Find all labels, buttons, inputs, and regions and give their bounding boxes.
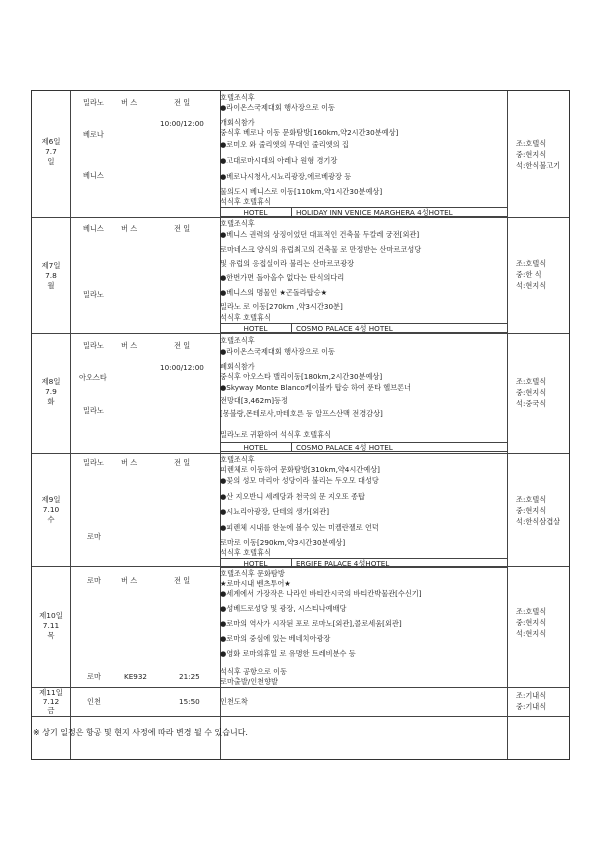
- activity: 호텔조식후: [220, 455, 255, 464]
- row-divider: [32, 687, 569, 688]
- meal: 조:호텔식: [516, 607, 547, 616]
- hotel-name: COSMO PALACE 4성 HOTEL: [296, 443, 393, 452]
- day-label: 제11일 7.12 금: [39, 688, 63, 715]
- activity: [몽블랑,몬테로사,마테호른 등 알프스산맥 전경감상]: [220, 409, 383, 418]
- row-divider: [32, 453, 569, 454]
- meal: 중:현지식: [516, 388, 547, 397]
- activity: 석식후 호텔휴식: [220, 197, 271, 206]
- activity: ●베니스 권력의 상징이었던 대표적인 건축물 두칼레 궁전[외관]: [220, 230, 420, 239]
- time: 전 일: [174, 341, 191, 350]
- activity: 밀라노로 귀환하여 석식후 호텔휴식: [220, 430, 332, 439]
- time: 전 일: [174, 576, 191, 585]
- activity: 호텔조식후: [220, 336, 255, 345]
- time: 10:00/12:00: [160, 119, 204, 128]
- meal: 중:현지식: [516, 506, 547, 515]
- activity: ●베니스의 명물인 ★곤돌라탑승★: [220, 288, 328, 297]
- activity: ●라이온스국제대회 행사장으로 이동: [220, 103, 335, 112]
- day-label: 제6일 7.7 일: [41, 137, 61, 166]
- hotel-box: [220, 207, 507, 217]
- hotel-name: COSMO PALACE 4성 HOTEL: [296, 324, 393, 333]
- activity: 중식후 베로나 이동 문화탐방[160km,약2시간30분예상]: [220, 128, 399, 137]
- meal: 중:현지식: [516, 150, 547, 159]
- activity: 로마네스크 양식의 유럽최고의 건축물 로 만정받는 산마르코성당: [220, 245, 422, 254]
- activity: ●베로나시청사,시뇨리광장,에르베광장 등: [220, 172, 352, 181]
- place: 밀라노: [83, 341, 104, 350]
- day-label: 제7일 7.8 월: [41, 261, 61, 290]
- hotel-box: [220, 442, 507, 452]
- hotel-label: HOTEL: [243, 208, 268, 217]
- place: 밀라노: [83, 98, 104, 107]
- activity: ●시뇨리아광장, 단테의 생가[외관]: [220, 507, 329, 516]
- place: 베니스: [83, 224, 104, 233]
- activity: ●영화 로마의휴일 로 유명한 트레비분수 등: [220, 649, 356, 658]
- hotel-name: HOLIDAY INN VENICE MARGHERA 4성HOTEL: [296, 208, 453, 217]
- activity: ●산 지오반니 세례당과 천국의 문 지오또 종탑: [220, 492, 365, 501]
- day-label: 제10일 7.11 목: [39, 611, 63, 640]
- activity: 호텔조식후 문화탐방: [220, 569, 285, 578]
- hotel-box: [220, 558, 507, 568]
- meal: 조:호텔식: [516, 495, 547, 504]
- arrive-time: 15:50: [179, 697, 200, 706]
- activity: ●성베드로성당 및 광장, 시스티나예배당: [220, 604, 347, 613]
- place: 로마: [87, 672, 101, 681]
- day-label: 제9일 7.10 수: [41, 495, 61, 524]
- activity: 피렌체로 이동하여 문화탐방[310km,약4시간예상]: [220, 465, 380, 474]
- flight-number: KE932: [124, 672, 147, 681]
- meal: 조:호텔식: [516, 139, 547, 148]
- activity: 석식후 호텔휴식: [220, 313, 271, 322]
- activity: 개회식참가: [220, 118, 255, 127]
- hotel-box: [220, 323, 507, 333]
- meal: 석:현지식: [516, 281, 547, 290]
- row-divider: [32, 217, 569, 218]
- place: 로마: [87, 576, 101, 585]
- meal: 중:기내식: [516, 702, 547, 711]
- activity: 호텔조식후: [220, 93, 255, 102]
- time: 전 일: [174, 98, 191, 107]
- meal: 조:기내식: [516, 691, 547, 700]
- meal: 석:중국식: [516, 399, 547, 408]
- meal: 석:한식불고기: [516, 161, 561, 170]
- activity: ●꽃의 성모 마리아 성당이라 불리는 두오모 대성당: [220, 476, 379, 485]
- place: 로마: [87, 532, 101, 541]
- activity: 전망대[3,462m]등정: [220, 396, 288, 405]
- place: 베니스: [83, 171, 104, 180]
- hotel-name: ERGIFE PALACE 4성HOTEL: [296, 559, 390, 568]
- column-divider: [70, 91, 71, 759]
- activity: ●피렌체 시내를 한눈에 볼수 있는 미켈란젤로 언덕: [220, 523, 379, 532]
- activity: 밀라노 로 이동[270km ,약3시간30분]: [220, 302, 343, 311]
- place: 밀라노: [83, 406, 104, 415]
- day-label: 제8일 7.9 화: [41, 377, 61, 406]
- activity: ★로마시내 벤츠투어★: [220, 579, 291, 588]
- activity: 폐회식참가: [220, 362, 255, 371]
- transport: 버 스: [121, 98, 138, 107]
- place: 인천: [87, 697, 101, 706]
- transport: 버 스: [121, 458, 138, 467]
- row-divider: [32, 716, 569, 717]
- place: 밀라노: [83, 290, 104, 299]
- meal: 석:한식삼겹살: [516, 517, 561, 526]
- hotel-label: HOTEL: [243, 324, 268, 333]
- meal: 조:호텔식: [516, 259, 547, 268]
- footnote: ※ 상기 일정은 항공 및 현지 사정에 따라 변경 될 수 있습니다.: [33, 728, 248, 737]
- row-divider: [32, 333, 569, 334]
- activity: ●로미오 와 줄리엣의 무대인 줄리엣의 집: [220, 140, 349, 149]
- meal: 중:현지식: [516, 618, 547, 627]
- activity: ●로마의 역사가 시작된 포로 로마노[외관],콜로세움[외관]: [220, 619, 402, 628]
- activity: ●로마의 중심에 있는 베네치아광장: [220, 634, 331, 643]
- meal: 중:한 식: [516, 270, 542, 279]
- activity: ●세계에서 가장작은 나라인 바티칸시국의 바티칸박물관[수신기]: [220, 589, 422, 598]
- depart-time: 21:25: [179, 672, 200, 681]
- place: 베로나: [83, 130, 104, 139]
- transport: 버 스: [121, 576, 138, 585]
- time: 전 일: [174, 458, 191, 467]
- activity: ●고대로마시대의 아레나 원형 경기장: [220, 156, 338, 165]
- activity: ●라이온스국제대회 행사장으로 이동: [220, 347, 335, 356]
- transport: 버 스: [121, 224, 138, 233]
- transport: 버 스: [121, 341, 138, 350]
- activity: 로마출발/인천향발: [220, 677, 278, 686]
- hotel-label: HOTEL: [243, 443, 268, 452]
- time: 10:00/12:00: [160, 363, 204, 372]
- activity: 석식후 호텔휴식: [220, 548, 271, 557]
- activity: 및 유럽의 응접실이라 불리는 산마르코광장: [220, 259, 355, 268]
- activity: 중식후 아오스타 밸리이동[180km,2시간30분예상]: [220, 372, 383, 381]
- place: 밀라노: [83, 458, 104, 467]
- activity: 물의도시 베니스로 이동[110km,약1시간30분예상]: [220, 187, 383, 196]
- hotel-label: HOTEL: [243, 559, 268, 568]
- itinerary-table: [31, 90, 570, 760]
- activity: ●한번가면 돌아올수 없다는 탄식의다리: [220, 273, 345, 282]
- meal: 조:호텔식: [516, 377, 547, 386]
- place: 아오스타: [79, 373, 107, 382]
- activity: ●Skyway Monte Blanco케이블카 탑승 하여 푼타 헬브론너: [220, 383, 412, 392]
- column-divider: [507, 91, 508, 759]
- time: 전 일: [174, 224, 191, 233]
- activity: 로마로 이동[290km,약3시간30분예상]: [220, 538, 346, 547]
- activity: 호텔조식후: [220, 219, 255, 228]
- activity: 석식후 공항으로 이동: [220, 667, 288, 676]
- meal: 석:현지식: [516, 629, 547, 638]
- activity: 인천도착: [220, 697, 248, 706]
